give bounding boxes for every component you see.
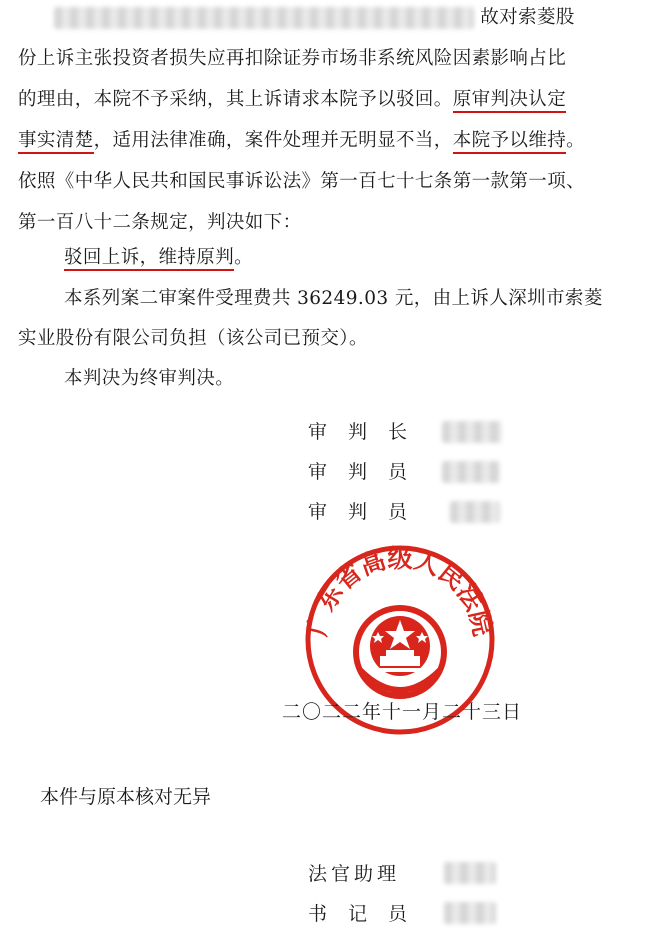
highlight-original-judgment: 原审判决认定 [453,89,566,113]
clerk-assistant-label: 法官助理 [308,863,401,885]
chief-judge-label [308,420,428,444]
chief-judge-char: 审 [308,421,328,443]
judgment-date: 二〇二二年十一月二十三日 [282,701,523,723]
text-line-2: 份上诉主张投资者损失应再扣除证券市场非系统风险因素影响占比 [18,48,567,69]
chief-judge-char: 长 [388,421,408,443]
redacted-name [450,501,500,523]
judge-char: 审 [308,501,328,523]
highlight-facts-clear: 事实清楚 [18,130,94,154]
judge-char: 判 [348,501,368,523]
highlight-verdict: 驳回上诉，维持原判 [64,247,234,271]
judge-char: 员 [388,461,408,483]
text-line-10: 本判决为终审判决。 [64,368,235,389]
text-line-5: 依照《中华人民共和国民事诉讼法》第一百七十七条第一款第一项、 [18,171,586,192]
seal-court-name: 广东省高级人民法院 [302,543,498,639]
text-line-verdict [64,246,253,270]
clerk-char: 记 [348,903,368,925]
highlight-upheld: 本院予以维持 [453,130,566,154]
text-line-8: 本系列案二审案件受理费共 36249.03 元，由上诉人深圳市索菱 [64,288,603,309]
clerk-label [308,902,428,926]
text-line-1 [54,6,575,30]
redacted-text [54,7,474,29]
text-line-3 [18,88,566,112]
redacted-name [442,421,502,443]
text-line-4-mid: ，适用法律准确，案件处理并无明显不当， [93,130,453,151]
certification-note: 本件与原本核对无异 [40,786,212,808]
text-line-4-end: 。 [566,130,586,151]
chief-judge-char: 判 [348,421,368,443]
text-line-4 [18,129,585,153]
judge-label-2 [308,500,428,524]
text-line-6: 第一百八十二条规定，判决如下： [18,212,302,233]
national-emblem-icon [356,608,444,698]
clerk-char: 书 [308,903,328,925]
judge-char: 判 [348,461,368,483]
judge-char: 员 [388,501,408,523]
clerk-char: 员 [388,903,408,925]
judge-char: 审 [308,461,328,483]
text-line-verdict-end: 。 [234,247,254,268]
redacted-name [444,902,496,924]
redacted-name [444,862,496,884]
text-line-1-tail: 故对索菱股 [480,7,575,28]
text-line-9: 实业股份有限公司负担（该公司已预交）。 [18,328,368,349]
text-line-3-a: 的理由，本院不予采纳，其上诉请求本院予以驳回。 [18,89,453,110]
judge-label-1 [308,460,428,484]
redacted-name [442,461,500,483]
